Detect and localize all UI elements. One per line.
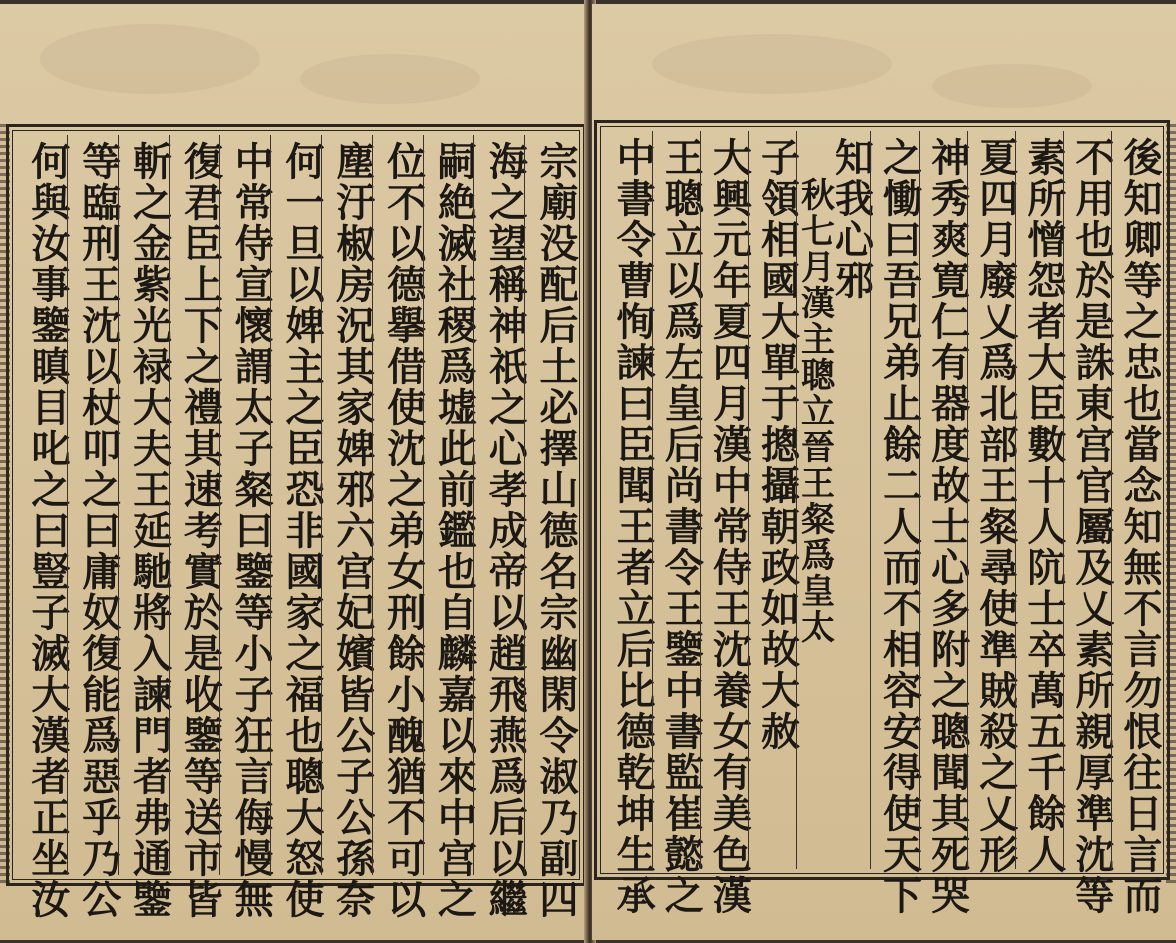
text-columns bbox=[605, 131, 1163, 916]
text-column: 王聰立以爲左皇后尚書令王鑒中書監崔懿之 bbox=[652, 131, 700, 869]
text-column: 素所憎怨者大臣數十人阬士卒萬五千餘人 bbox=[1015, 131, 1063, 869]
text-frame bbox=[6, 124, 586, 920]
text-column: 神秀爽寛仁有器度故士心多附之聰聞其死哭 bbox=[919, 131, 967, 869]
text-column: 塵汙椒房況其家婢邪六宫妃嬪皆公子公孫奈 bbox=[321, 135, 372, 875]
paper-stain bbox=[300, 54, 480, 104]
text-column: 大興元年夏四月漢中常侍王沈養女有美色漢 bbox=[700, 131, 748, 869]
text-column: 何一旦以婢主之臣恐非國家之福也聰大怒使 bbox=[270, 135, 321, 875]
column-note: 秋七月漢主聰立晉王粲爲皇太 bbox=[794, 177, 835, 645]
text-column: 海之望稱神祇之心孝成帝以趙飛燕爲后以繼 bbox=[473, 135, 524, 875]
text-column: 中常侍宣懷謂太子粲曰鑒等小子狂言侮慢無 bbox=[219, 135, 270, 875]
text-column: 之慟曰吾兄弟止餘二人而不相容安得使天下 bbox=[870, 131, 918, 869]
text-column: 宗廟没配后土必擇山德名宗幽閑令淑乃副四 bbox=[524, 135, 575, 875]
text-column: 中書令曹恂諫曰臣聞王者立后比德乾坤生承 bbox=[610, 137, 657, 916]
column-text: 知我心邪 bbox=[828, 137, 875, 301]
right-page bbox=[592, 4, 1176, 940]
text-column: 斬之金紫光禄大夫王延馳將入諫門者弗通鑒 bbox=[118, 135, 169, 875]
paper-stain bbox=[932, 64, 1092, 108]
text-column: 位不以德擧借使沈之弟女刑餘小醜猶不可以 bbox=[372, 135, 423, 875]
text-column: 夏四月廢乂爲北部王粲尋使準賊殺之乂形 bbox=[967, 131, 1015, 869]
paper-stain bbox=[652, 34, 892, 94]
text-column-with-note bbox=[794, 131, 875, 869]
text-columns bbox=[17, 135, 579, 920]
text-column: 何與汝事鑒瞋目叱之曰豎子滅大漢者正坐汝 bbox=[24, 141, 71, 920]
text-column: 嗣絶滅社稷爲墟此前鑑也自麟嘉以來中宫之 bbox=[423, 135, 474, 875]
text-column: 子領相國大單于摠攝朝政如故大赦 bbox=[748, 131, 796, 869]
text-column: 後知卿等之忠也當念知無不言勿恨往日言而 bbox=[1111, 131, 1159, 869]
text-frame bbox=[594, 120, 1170, 916]
text-column: 等臨刑王沈以杖叩之曰庸奴復能爲惡乎乃公 bbox=[67, 135, 118, 875]
text-column: 不用也於是誅東宫官屬及乂素所親厚準沈等 bbox=[1063, 131, 1111, 869]
left-page bbox=[0, 4, 588, 940]
text-column: 復君臣上下之禮其速考實於是收鑒等送市皆 bbox=[169, 135, 220, 875]
paper-stain bbox=[40, 24, 260, 94]
